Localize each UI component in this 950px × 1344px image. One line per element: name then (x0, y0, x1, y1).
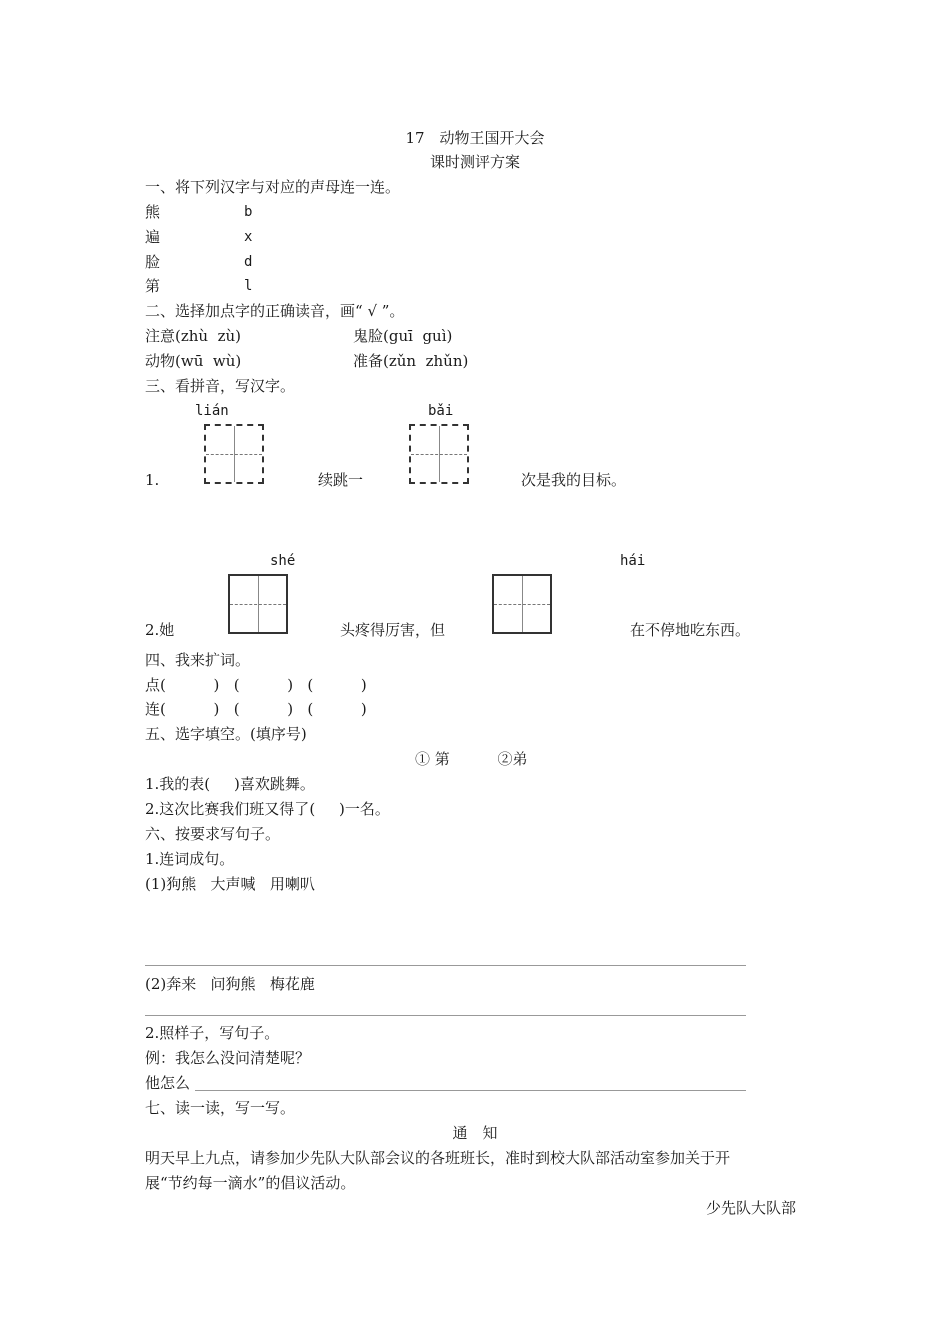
q6-prompt: 他怎么 (145, 1074, 191, 1092)
q6-sub1: 1.连词成句。 (145, 850, 235, 868)
q4-row-2[interactable]: 连( ) ( ) ( ) (145, 700, 367, 718)
q2-item-3[interactable]: 动物(wū wù) (145, 352, 242, 370)
q4-row-1[interactable]: 点( ) ( ) ( ) (145, 676, 367, 694)
answer-line-prompt[interactable] (195, 1090, 746, 1091)
q3-s2-end-text: 在不停地吃东西。 (630, 621, 751, 639)
q3-s2-middle-text: 头疼得厉害，但 (340, 621, 446, 639)
q6-title: 六、按要求写句子。 (145, 825, 281, 843)
answer-line-b[interactable] (145, 1015, 746, 1016)
notice-line-1: 明天早上九点，请参加少先队大队部会议的各班班长，准时到校大队部活动室参加关于开 (145, 1149, 731, 1167)
q3-s1-number: 1. (145, 471, 160, 489)
q5-item-1[interactable]: 1.我的表( )喜欢跳舞。 (145, 775, 315, 793)
q1-initial-3: d (244, 254, 253, 270)
q6-sub2: 2.照样子，写句子。 (145, 1024, 280, 1042)
q3-s1-pinyin-2: bǎi (428, 403, 454, 419)
q7-title: 七、读一读，写一写。 (145, 1099, 296, 1117)
q5-title: 五、选字填空。(填序号) (145, 725, 307, 743)
q3-title: 三、看拼音，写汉字。 (145, 377, 296, 395)
q3-s2-writing-box-2[interactable] (492, 574, 552, 634)
q2-item-2[interactable]: 鬼脸(guī guì) (353, 327, 453, 345)
q5-item-2[interactable]: 2.这次比赛我们班又得了( )一名。 (145, 800, 390, 818)
q3-s1-pinyin-1: lián (195, 403, 229, 419)
q2-item-1[interactable]: 注意(zhù zù) (145, 327, 242, 345)
notice-title: 通 知 (452, 1124, 498, 1142)
q1-title: 一、将下列汉字与对应的声母连一连。 (145, 178, 401, 196)
q1-char-3: 脸 (145, 253, 161, 271)
q1-initial-4: l (244, 278, 253, 294)
q6-item-a: (1)狗熊 大声喊 用喇叭 (145, 875, 315, 893)
q3-s1-writing-box-2[interactable] (409, 424, 469, 484)
notice-line-2: 展“节约每一滴水”的倡议活动。 (145, 1174, 356, 1192)
q1-char-1: 熊 (145, 203, 161, 221)
q6-example: 例：我怎么没问清楚呢？ (145, 1049, 311, 1067)
q3-s1-middle-text: 续跳一 (318, 471, 364, 489)
answer-line-a[interactable] (145, 965, 746, 966)
q4-title: 四、我来扩词。 (145, 651, 251, 669)
q2-item-4[interactable]: 准备(zǔn zhǔn) (353, 352, 469, 370)
q5-options: ① 第 ②弟 (415, 750, 528, 768)
page-subtitle: 课时测评方案 (429, 153, 520, 171)
q3-s2-pinyin-1: shé (270, 553, 296, 569)
lesson-title: 17 动物王国开大会 (405, 129, 545, 147)
q1-initial-2: x (244, 229, 253, 245)
q1-initial-1: b (244, 204, 253, 220)
q6-item-b: (2)奔来 问狗熊 梅花鹿 (145, 975, 315, 993)
notice-signature: 少先队大队部 (706, 1199, 797, 1217)
q1-char-4: 第 (145, 277, 161, 295)
q3-s2-writing-box-1[interactable] (228, 574, 288, 634)
q3-s1-end-text: 次是我的目标。 (521, 471, 627, 489)
q3-s2-number: 2.她 (145, 621, 175, 639)
q2-title: 二、选择加点字的正确读音，画“ √ ”。 (145, 302, 405, 320)
q3-s2-pinyin-2: hái (620, 553, 646, 569)
q3-s1-writing-box-1[interactable] (204, 424, 264, 484)
q1-char-2: 遍 (145, 228, 161, 246)
